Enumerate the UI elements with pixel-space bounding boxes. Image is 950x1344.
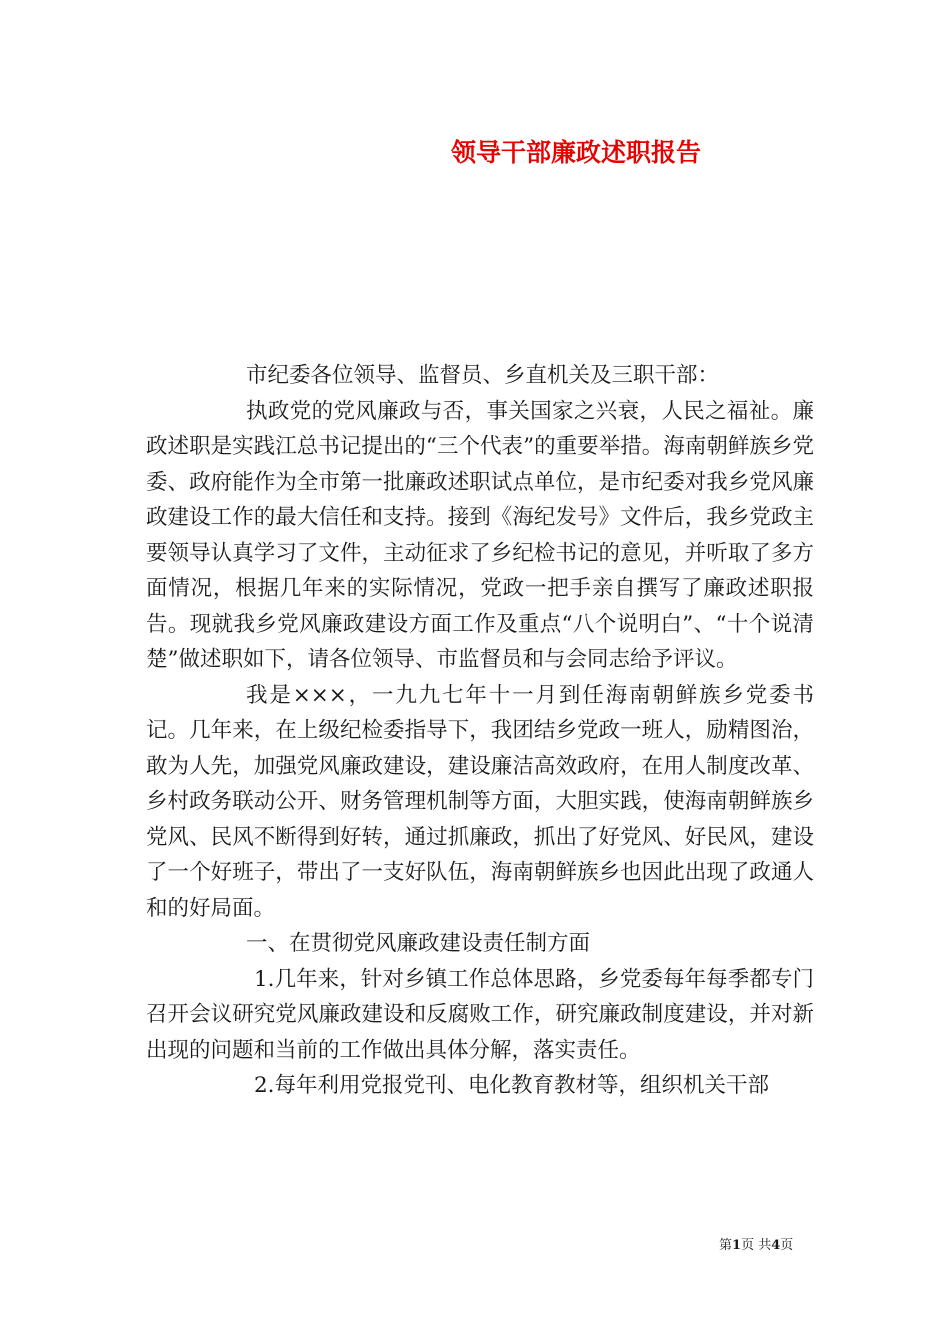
footer-middle: 页 共 — [741, 1238, 772, 1253]
list-item-1: 1.几年来，针对乡镇工作总体思路，乡党委每年每季都专门召开会议研究党风廉政建设和反腐败工作，研究廉政制度建设，并对新出现的问题和当前的工作做出具体分解，落实责任。 — [146, 966, 814, 1063]
page-footer — [719, 1234, 793, 1253]
document-body — [146, 358, 814, 1104]
footer-page-number: 1 — [732, 1238, 742, 1253]
section-heading-1: 一、在贯彻党风廉政建设责任制方面 — [246, 931, 591, 956]
salutation: 市纪委各位领导、监督员、乡直机关及三职干部： — [246, 363, 720, 388]
document-title: 领导干部廉政述职报告 — [451, 138, 702, 167]
paragraph-intro: 执政党的党风廉政与否，事关国家之兴衰，人民之福祉。廉政述职是实践江总书记提出的“三个代表”的重要举措。海南朝鲜族乡党委、政府能作为全市第一批廉政述职试点单位，是市纪委对我乡党风廉政建设工作的最大信任和支持。接到《海纪发号》文件后，我乡党政主要领导认真学习了文件，主动征求了乡纪检书记的意见，并听取了多方面情况，根据几年来的实际情况，党政一把手亲自撰写了廉政述职报告。现就我乡党风廉政建设方面工作及重点“八个说明白”、“十个说清楚”做述职如下，请各位领导、市监督员和与会同志给予评议。 — [146, 398, 814, 672]
footer-suffix: 页 — [780, 1238, 794, 1253]
paragraph-self-intro: 我是×××，一九九七年十一月到任海南朝鲜族乡党委书记。几年来，在上级纪检委指导下，我团结乡党政一班人，励精图治，敢为人先，加强党风廉政建设，建设廉洁高效政府，在用人制度改革、乡村政务联动公开、财务管理机制等方面，大胆实践，使海南朝鲜族乡党风、民风不断得到好转，通过抓廉政，抓出了好党风、好民风，建设了一个好班子，带出了一支好队伍，海南朝鲜族乡也因此出现了政通人和的好局面。 — [146, 682, 814, 921]
footer-total-pages: 4 — [771, 1238, 781, 1253]
footer-prefix: 第 — [719, 1238, 733, 1253]
list-item-2: 2.每年利用党报党刊、电化教育教材等，组织机关干部 — [254, 1073, 770, 1098]
